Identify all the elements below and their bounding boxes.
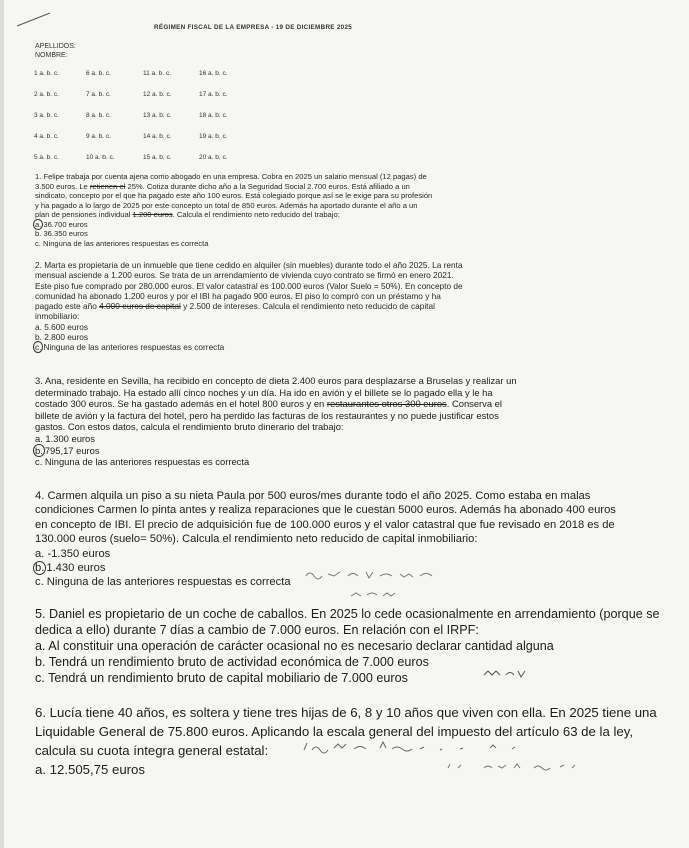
option-c: c. Ninguna de las anteriores respuestas es correcta bbox=[35, 238, 209, 248]
question-text bbox=[35, 210, 675, 220]
circled-letter: b. bbox=[35, 562, 45, 575]
answer-cell: 20 a. b. c. bbox=[199, 154, 228, 161]
answer-cell: 5 a. b. c. bbox=[34, 154, 59, 161]
question-text: 3. Ana, residente en Sevilla, ha recibido en concepto de dieta 2.400 euros para desplazarse a Bruselas y realizar un bbox=[35, 375, 517, 386]
pen-mark bbox=[14, 10, 54, 30]
answer-cell: 8 a. b. c. bbox=[86, 112, 111, 119]
question-text: gastos. Con estos datos, calcula el rendimiento bruto dinerario del trabajo: bbox=[35, 421, 344, 433]
option-text: 795,17 euros bbox=[44, 444, 100, 456]
option-b: b. 36.350 euros bbox=[35, 229, 88, 238]
text-fragment: . Conserva el bbox=[446, 398, 502, 410]
option-a: a. 12.505,75 euros bbox=[35, 762, 145, 777]
answer-cell: 17 a. b. c. bbox=[199, 91, 228, 98]
option-c: c. Ninguna de las anteriores respuestas es correcta bbox=[35, 576, 291, 589]
question-text: en concepto de IBI. El precio de adquisición fue de 100.000 euros y el valor catastral que fue revisado en 2018 es de bbox=[35, 518, 615, 531]
question-text: determinado trabajo. Ha estado allí cinco noches y un día. Ha ido en avión y el billete se lo pagado ella y le ha bbox=[35, 386, 493, 398]
question-text: billete de avión y la factura del hotel, pero ha perdido las facturas de los restaurantes y no puede justificar estos bbox=[35, 409, 499, 421]
answer-cell: 14 a. b. c. bbox=[143, 133, 172, 140]
question-text: Este piso fue comprado por 280.000 euros. El valor catastral es 100.000 euros (Valor Suelo = 50%). En concepto de bbox=[35, 280, 463, 291]
option-c: c. Tendrá un rendimiento bruto de capital mobiliario de 7.000 euros bbox=[35, 671, 408, 685]
answer-cell: 2 a. b. c. bbox=[34, 91, 59, 98]
student-fields bbox=[35, 42, 76, 60]
option-c: c. Ninguna de las anteriores respuestas es correcta bbox=[35, 456, 250, 468]
question-text: 2. Marta es propietaria de un inmueble que tiene cedido en alquiler (sin muebles) durante todo el año 2025. La renta bbox=[35, 260, 463, 270]
question-text: 130.000 euros (suelo= 50%). Calcula el rendimiento neto reducido de capital inmobiliario: bbox=[35, 533, 478, 546]
text-fragment: pagado este año bbox=[35, 301, 100, 312]
question-text bbox=[35, 301, 675, 311]
answer-cell: 10 a. b. c. bbox=[86, 154, 115, 161]
answer-cell: 18 a. b. c. bbox=[199, 112, 228, 119]
option-text: 1.430 euros bbox=[46, 562, 106, 575]
text-fragment: costado 300 euros. Se ha gastado además en el hotel 800 euros y en bbox=[35, 398, 327, 410]
text-fragment: 3.500 euros. Le bbox=[35, 181, 90, 191]
question-text: Liquidable General de 75.800 euros. Aplicando la escala general del impuesto del artículo 63 de la ley, bbox=[35, 724, 633, 739]
answer-cell: 13 a. b. c. bbox=[143, 112, 172, 119]
question-text: comunidad ha abonado 1.200 euros y por el IBI ha pagado 900 euros. El piso lo compró con un préstamo y ha bbox=[35, 290, 441, 301]
answer-cell: 19 a. b. c. bbox=[199, 133, 228, 140]
option-text: 36.700 euros bbox=[43, 219, 88, 229]
option-b: b. 2.800 euros bbox=[35, 332, 89, 343]
question-text bbox=[35, 182, 675, 192]
circled-letter: c. bbox=[35, 342, 42, 353]
answer-cell: 4 a. b. c. bbox=[34, 133, 59, 140]
surname-label: APELLIDOS: bbox=[35, 43, 76, 50]
answer-cell: 1 a. b. c. bbox=[34, 70, 59, 77]
handwritten-scribble bbox=[349, 590, 409, 600]
text-fragment: 25%. Cotiza durante dicho año a la Seguridad Social 2.700 euros. Está afiliado a un bbox=[125, 181, 410, 191]
option-a: a. 1.300 euros bbox=[35, 432, 95, 444]
answer-cell: 12 a. b. c. bbox=[143, 91, 172, 98]
question-text: calcula su cuota íntegra general estatal: bbox=[35, 743, 269, 758]
question-text: sindicato, concepto por el que ha pagado este año 100 euros. Está colegiado porque así se le exige para su profesión bbox=[35, 191, 433, 200]
option-a: a. Al constituir una operación de carácter ocasional no es necesario declarar cantidad alguna bbox=[35, 639, 554, 653]
question-5 bbox=[35, 606, 685, 686]
struck-text: 1.200 euros bbox=[132, 210, 173, 219]
option-a bbox=[35, 220, 675, 230]
question-text: y ha pagado a lo largo de 2025 por este concepto un total de 850 euros. Además ha aportado durante el año a un bbox=[35, 200, 418, 210]
exam-page bbox=[4, 0, 689, 848]
option-a: a. 5.600 euros bbox=[35, 321, 89, 332]
option-text: Ninguna de las anteriores respuestas es correcta bbox=[43, 342, 225, 353]
question-text: inmobiliario: bbox=[35, 311, 80, 322]
text-fragment: . Calcula el rendimiento neto reducido del trabajo: bbox=[172, 210, 340, 219]
question-text: mensual asciende a 1.200 euros. Se trata de un arrendamiento de vivienda cuyo contrato se firmó en enero 2021. bbox=[35, 270, 454, 281]
question-3 bbox=[35, 375, 677, 468]
question-text: 6. Lucía tiene 40 años, es soltera y tiene tres hijas de 6, 8 y 10 años que viven con ella. En 2025 tiene una bbox=[35, 705, 657, 720]
question-text bbox=[35, 398, 677, 410]
option-b bbox=[35, 445, 677, 457]
struck-text: retienen el bbox=[89, 181, 126, 191]
text-fragment: plan de pensiones individual bbox=[35, 210, 133, 219]
option-a: a. -1.350 euros bbox=[35, 547, 111, 560]
answer-cell: 6 a. b. c. bbox=[86, 70, 111, 77]
circled-letter: a. bbox=[35, 219, 42, 229]
handwritten-scribble bbox=[304, 568, 444, 582]
question-text: 5. Daniel es propietario de un coche de caballos. En 2025 lo cede ocasionalmente en arrendamiento (porque se bbox=[35, 607, 660, 621]
handwritten-scribble bbox=[444, 760, 584, 772]
struck-text: 4.000 euros de capital bbox=[99, 301, 181, 312]
exam-title: RÉGIMEN FISCAL DE LA EMPRESA - 19 DE DICIEMBRE 2025 bbox=[154, 24, 353, 31]
question-text: 1. Felipe trabaja por cuenta ajena como abogado en una empresa. Cobra en 2025 un salario mensual (12 pagas) de bbox=[35, 172, 427, 181]
answer-cell: 3 a. b. c. bbox=[34, 112, 59, 119]
question-1 bbox=[35, 172, 675, 248]
text-fragment: y 2.500 de intereses. Calcula el rendimiento neto reducido de capital bbox=[180, 301, 435, 312]
struck-text: restaurantes otros 300 euros bbox=[326, 398, 447, 410]
question-text: 4. Carmen alquila un piso a su nieta Paula por 500 euros/mes durante todo el año 2025. Como estaba en malas bbox=[35, 490, 591, 502]
question-text: condiciones Carmen lo pinta antes y realiza reparaciones que le cuestan 5000 euros. Además ha abonado 400 euros bbox=[35, 504, 616, 517]
answer-cell: 9 a. b. c. bbox=[86, 133, 111, 140]
answer-cell: 15 a. b. c. bbox=[143, 154, 172, 161]
question-text: dedica a ello) durante 7 días a cambio de 7.000 euros. En relación con el IRPF: bbox=[35, 623, 479, 637]
answer-cell: 7 a. b. c. bbox=[86, 91, 111, 98]
answer-cell: 16 a. b. c. bbox=[199, 70, 228, 77]
handwritten-scribble bbox=[482, 667, 532, 679]
handwritten-scribble bbox=[300, 740, 530, 754]
option-c bbox=[35, 342, 675, 352]
question-2 bbox=[35, 260, 675, 353]
circled-letter: b. bbox=[35, 444, 43, 456]
answer-cell: 11 a. b. c. bbox=[143, 70, 172, 77]
name-label: NOMBRE: bbox=[35, 52, 68, 59]
option-b: b. Tendrá un rendimiento bruto de actividad económica de 7.000 euros bbox=[35, 655, 429, 669]
